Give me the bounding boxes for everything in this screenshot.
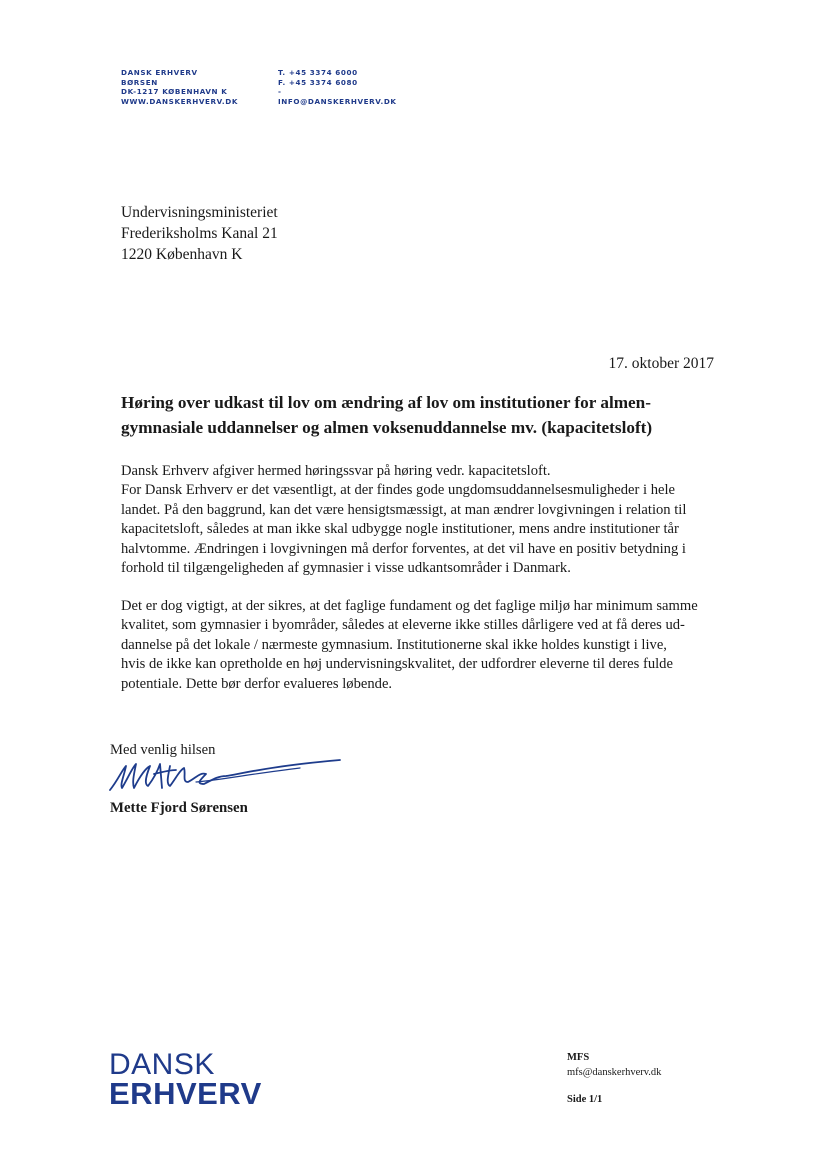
letter-subject bbox=[121, 390, 741, 440]
body-line: kvalitet, som gymnasier i byområder, således at eleverne ikke stilles dårligere ved at få deres ud- bbox=[121, 617, 685, 634]
body-line: kapacitetsloft, således at man ikke skal udbygge nogle institutioner, mens andre institutioner tår bbox=[121, 521, 679, 538]
subject-line-1: Høring over udkast til lov om ændring af lov om institutioner for almen- bbox=[121, 393, 651, 412]
sender-contact-block bbox=[278, 68, 397, 106]
body-line: halvtomme. Ændringen i lovgivningen må derfor forventes, at det vil have en positiv betydning i bbox=[121, 540, 686, 557]
closing-salutation: Med venlig hilsen bbox=[110, 742, 216, 758]
body-line: potentiale. Dette bør derfor evalueres løbende. bbox=[121, 675, 393, 692]
body-line: forhold til tilgængeligheden af gymnasier i visse udkantsområder i Danmark. bbox=[121, 560, 571, 577]
logo-word-bottom: ERHVERV bbox=[109, 1076, 262, 1111]
body-line: dannelse på det lokale / nærmeste gymnasium. Institutionerne skal ikke holdes kunstigt i live, bbox=[121, 636, 667, 653]
recipient-street: Frederiksholms Kanal 21 bbox=[121, 225, 278, 242]
sender-fax: F. +45 3374 6080 bbox=[278, 77, 358, 87]
sender-website: WWW.DANSKERHVERV.DK bbox=[121, 96, 238, 106]
subject-line-2: gymnasiale uddannelser og almen voksenuddannelse mv. (kapacitetsloft) bbox=[121, 418, 653, 437]
sender-phone: T. +45 3374 6000 bbox=[278, 68, 358, 77]
body-paragraph-1 bbox=[121, 462, 741, 578]
body-line: For Dansk Erhverv er det væsentligt, at der findes gode ungdomsuddannelsesmuligheder i hele bbox=[121, 482, 676, 499]
sender-postal: DK-1217 KØBENHAVN K bbox=[121, 87, 228, 97]
footer-contact bbox=[567, 1050, 661, 1107]
page-number: Side 1/1 bbox=[567, 1094, 603, 1105]
body-line: Det er dog vigtigt, at der sikres, at det faglige fundament og det faglige miljø har minimum samme bbox=[121, 598, 698, 614]
footer-initials: MFS bbox=[567, 1052, 590, 1063]
body-paragraph-2 bbox=[121, 597, 741, 694]
sender-company: DANSK ERHVERV bbox=[121, 68, 198, 77]
recipient-name: Undervisningsministeriet bbox=[121, 204, 278, 221]
sender-email: INFO@DANSKERHVERV.DK bbox=[278, 96, 397, 106]
handwritten-signature bbox=[100, 752, 350, 802]
sender-separator: - bbox=[278, 87, 282, 97]
logo-word-top: DANSK bbox=[109, 1048, 215, 1081]
dansk-erhverv-logo bbox=[109, 1050, 279, 1112]
sender-building: BØRSEN bbox=[121, 77, 158, 87]
recipient-city: 1220 København K bbox=[121, 246, 243, 263]
body-line: Dansk Erhverv afgiver hermed høringssvar på høring vedr. kapacitetsloft. bbox=[121, 463, 551, 479]
body-line: landet. På den baggrund, kan det være hensigtsmæssigt, at man ændrer lovgivningen i relation til bbox=[121, 501, 687, 518]
body-line: hvis de ikke kan opretholde en høj undervisningskvalitet, der udfordrer eleverne til deres fulde bbox=[121, 656, 673, 673]
footer-email: mfs@danskerhverv.dk bbox=[567, 1067, 662, 1078]
letter-date: 17. oktober 2017 bbox=[608, 355, 714, 372]
recipient-address bbox=[121, 202, 278, 265]
signer-name: Mette Fjord Sørensen bbox=[110, 800, 248, 816]
sender-address-block bbox=[121, 68, 238, 106]
